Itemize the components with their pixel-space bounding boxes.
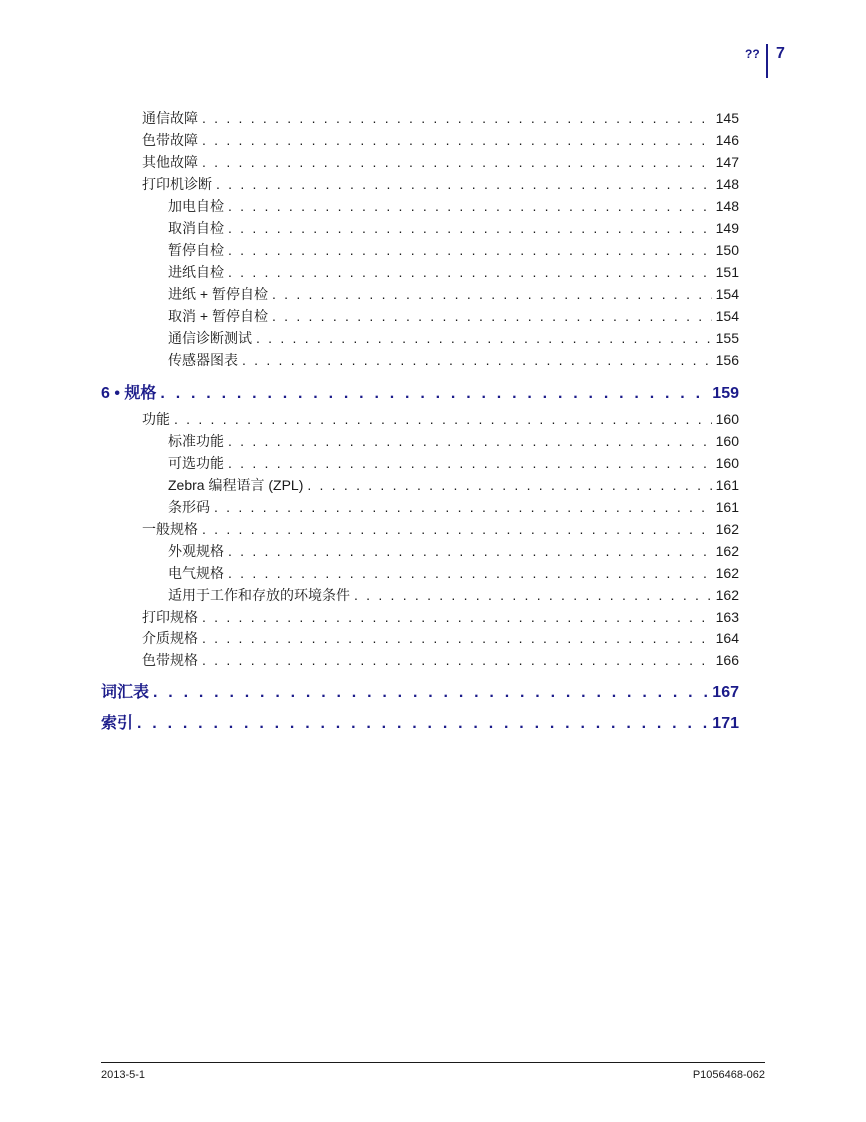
toc-entry-page: 164 [715,630,739,646]
toc-entry-title: 加电自检 [168,198,224,214]
toc-entry-page: 154 [715,286,739,302]
toc-entry-page: 161 [715,477,739,493]
toc-leader [216,176,712,192]
toc-entry-page: 150 [715,242,739,258]
toc-leader [153,684,708,702]
toc-entry-page: 160 [715,455,739,471]
toc-leader [228,565,712,581]
toc-leader [228,455,712,471]
toc-entry[interactable] [142,130,739,150]
toc-leader [202,521,712,537]
toc-entry[interactable] [168,284,739,304]
toc-entry-title: 其他故障 [142,154,198,170]
toc-entry[interactable] [142,108,739,128]
toc-leader [174,411,712,427]
toc-chapter-entry[interactable] [101,710,739,733]
page-number: 7 [776,45,785,62]
toc-entry[interactable] [168,306,739,326]
header-divider [766,44,768,78]
toc-entry-page: 145 [715,110,739,126]
toc-entry[interactable] [168,453,739,473]
toc-entry[interactable] [142,152,739,172]
toc-chapter-entry[interactable] [101,679,739,702]
toc-leader [272,286,712,302]
toc-leader [354,587,712,603]
header-label: ?? [745,47,760,61]
toc-entry-page: 156 [715,352,739,368]
toc-entry[interactable] [168,328,739,348]
toc-entry-title: 打印机诊断 [142,176,212,192]
toc-entry-page: 160 [715,433,739,449]
toc-entry-title: 进纸自检 [168,264,224,280]
toc-entry-title: 条形码 [168,499,210,515]
toc-entry-title: 进纸 + 暂停自检 [168,286,268,302]
toc-entry[interactable] [142,607,739,627]
toc-entry-title: Zebra 编程语言 (ZPL) [168,477,304,493]
toc-entry-title: 暂停自检 [168,242,224,258]
toc-entry[interactable] [168,431,739,451]
toc-entry[interactable] [168,585,739,605]
toc-entry[interactable] [142,628,739,648]
toc-entry-title: 介质规格 [142,630,198,646]
toc-leader [307,477,711,493]
toc-entry-title: 通信故障 [142,110,198,126]
toc-entry-title: 功能 [142,411,170,427]
toc-chapter-title: 索引 [101,715,134,732]
toc-chapter-title: 词汇表 [101,684,150,701]
toc-leader [202,110,712,126]
toc-entry-page: 162 [715,543,739,559]
toc-leader [228,433,712,449]
toc-entry-title: 打印规格 [142,609,198,625]
toc-entry-page: 148 [715,176,739,192]
toc-entry-page: 155 [715,330,739,346]
toc-entry-title: 传感器图表 [168,352,238,368]
toc-entry-page: 162 [715,565,739,581]
toc-leader [242,352,712,368]
toc-entry[interactable] [168,497,739,517]
toc-chapter-page: 171 [712,715,739,732]
toc-entry[interactable] [142,519,739,539]
toc-entry-page: 163 [715,609,739,625]
toc-entry[interactable] [168,262,739,282]
toc-entry-title: 电气规格 [168,565,224,581]
toc-entry-page: 147 [715,154,739,170]
toc-entry[interactable] [168,218,739,238]
toc-leader [137,715,708,733]
footer-date: 2013-5-1 [101,1069,146,1081]
toc-chapter-page: 167 [712,684,739,701]
toc-leader [228,242,712,258]
toc-entry-title: 取消自检 [168,220,224,236]
toc-entry-page: 146 [715,132,739,148]
toc-leader [202,609,712,625]
toc-chapter-entry[interactable] [101,380,739,403]
toc-entry-page: 148 [715,198,739,214]
toc-leader [228,543,712,559]
toc-leader [160,385,708,403]
toc-chapter-title: 6 • 规格 [101,385,157,402]
toc-entry-title: 标准功能 [168,433,224,449]
footer-doc-number: P1056468-062 [692,1069,765,1081]
toc-entry[interactable] [168,196,739,216]
toc-leader [202,630,712,646]
toc-entry-title: 色带故障 [142,132,198,148]
toc-entry[interactable] [168,350,739,370]
toc-leader [202,154,712,170]
toc-entry-title: 通信诊断测试 [168,330,252,346]
toc-leader [202,132,712,148]
toc-entry-page: 166 [715,652,739,668]
toc-leader [202,652,712,668]
toc-entry-page: 160 [715,411,739,427]
toc-entry-page: 161 [715,499,739,515]
toc-leader [228,264,712,280]
toc-entry-page: 162 [715,587,739,603]
toc-entry[interactable] [142,409,739,429]
toc-entry[interactable] [142,174,739,194]
toc-entry-title: 取消 + 暂停自检 [168,308,268,324]
toc-entry[interactable] [168,563,739,583]
toc-entry-page: 154 [715,308,739,324]
toc-entry-title: 外观规格 [168,543,224,559]
toc-entry[interactable] [142,650,739,670]
toc-entry-title: 一般规格 [142,521,198,537]
toc-leader [272,308,712,324]
toc-chapter-page: 159 [712,385,739,402]
toc-entry-title: 可选功能 [168,455,224,471]
toc-leader [256,330,712,346]
footer-divider [101,1062,765,1063]
toc-leader [228,198,712,214]
toc-leader [228,220,712,236]
toc-entry-title: 适用于工作和存放的环境条件 [168,587,350,603]
toc-entry-title: 色带规格 [142,652,198,668]
toc-entry-page: 151 [715,264,739,280]
toc-entry[interactable] [168,240,739,260]
toc-leader [214,499,712,515]
toc-entry[interactable] [168,475,739,495]
toc-entry[interactable] [168,541,739,561]
toc-entry-page: 149 [715,220,739,236]
toc-entry-page: 162 [715,521,739,537]
